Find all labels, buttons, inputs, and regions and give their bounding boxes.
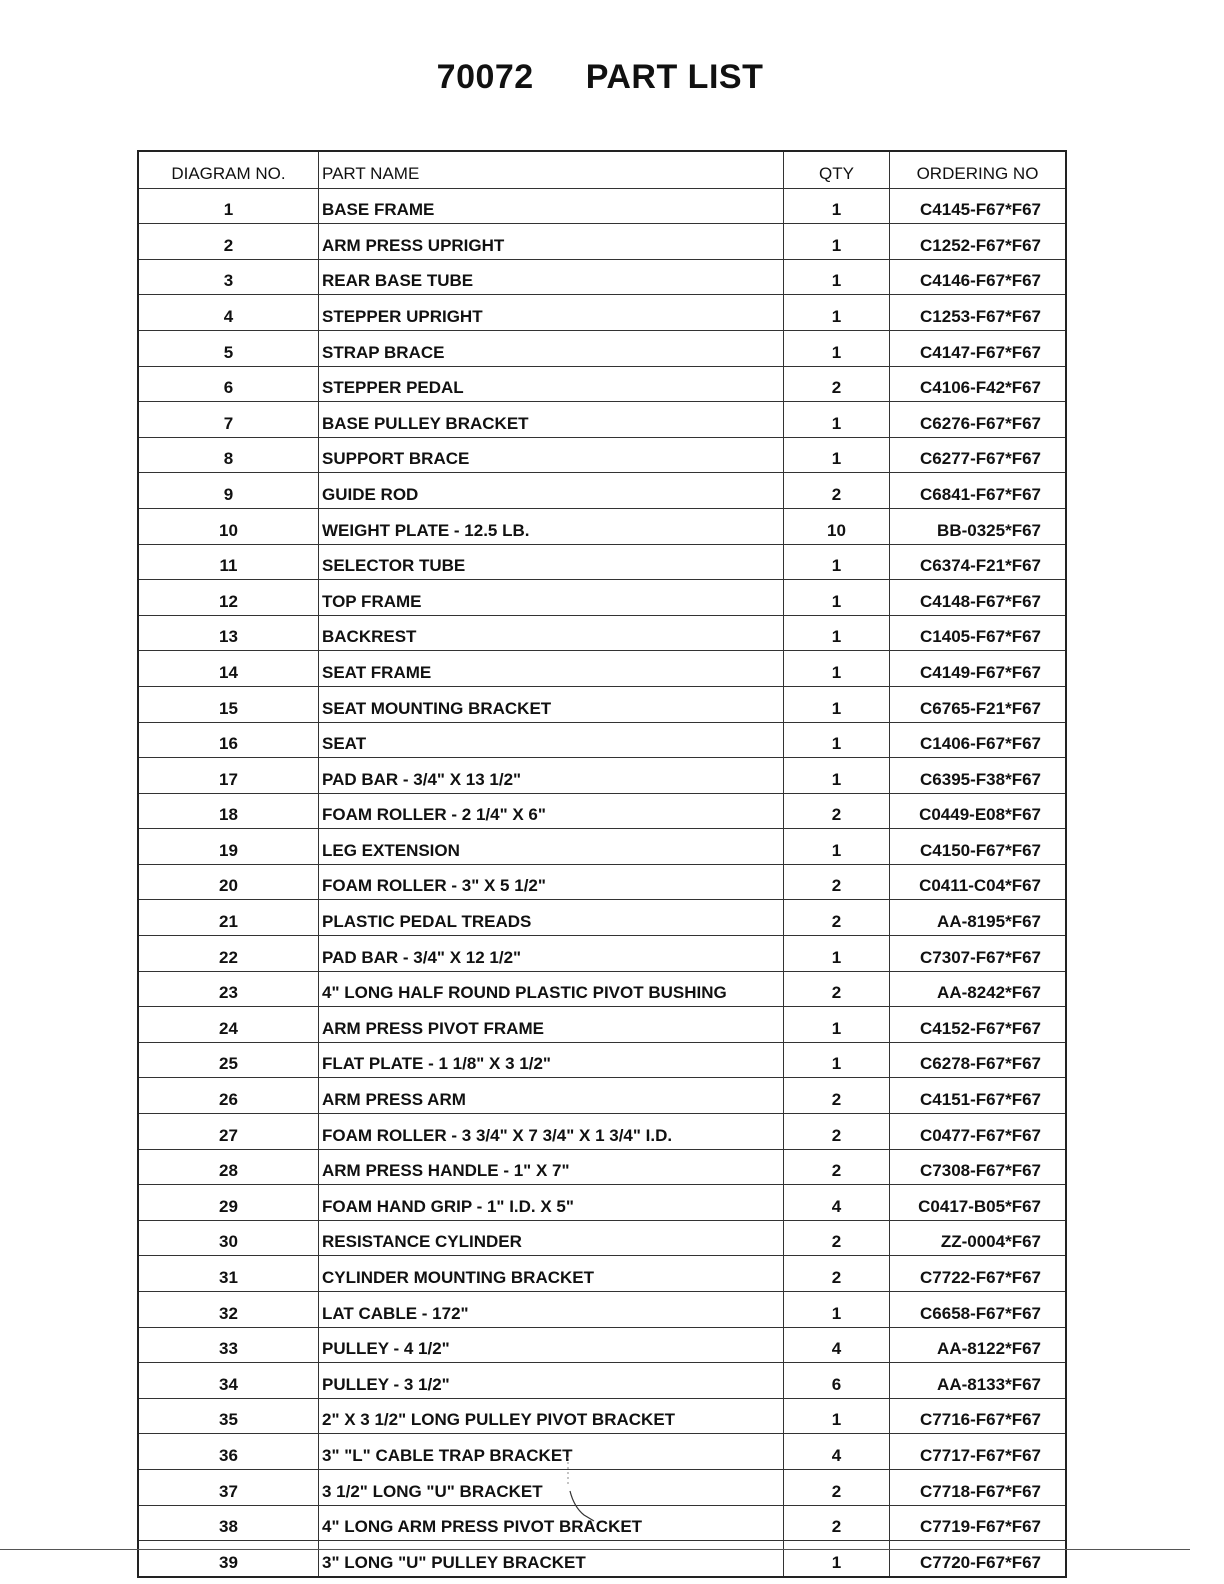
diagram-no-cell: 1 (138, 188, 319, 224)
table-row (138, 1363, 1066, 1399)
part-name-cell: FOAM ROLLER - 2 1/4" X 6" (319, 793, 784, 829)
table-row (138, 1114, 1066, 1150)
ordering-no-cell: C4152-F67*F67 (890, 1007, 1067, 1043)
ordering-no-cell: C4146-F67*F67 (890, 259, 1067, 295)
part-name-cell: SEAT MOUNTING BRACKET (319, 686, 784, 722)
part-name-cell: GUIDE ROD (319, 473, 784, 509)
table-row (138, 864, 1066, 900)
diagram-no-cell: 28 (138, 1149, 319, 1185)
qty-cell: 1 (784, 544, 890, 580)
diagram-no-cell: 30 (138, 1220, 319, 1256)
ordering-no-cell: C6374-F21*F67 (890, 544, 1067, 580)
table-row (138, 936, 1066, 972)
part-name-cell: FOAM ROLLER - 3 3/4" X 7 3/4" X 1 3/4" I.D. (319, 1114, 784, 1150)
title-text: PART LIST (585, 58, 764, 96)
diagram-no-cell: 13 (138, 615, 319, 651)
part-name-cell: ARM PRESS UPRIGHT (319, 224, 784, 260)
ordering-no-cell: BB-0325*F67 (890, 508, 1067, 544)
table-row (138, 402, 1066, 438)
ordering-no-cell: AA-8133*F67 (890, 1363, 1067, 1399)
table-row (138, 1007, 1066, 1043)
qty-cell: 2 (784, 1078, 890, 1114)
diagram-no-cell: 7 (138, 402, 319, 438)
table-row (138, 544, 1066, 580)
ordering-no-cell: C6277-F67*F67 (890, 437, 1067, 473)
part-name-cell: ARM PRESS PIVOT FRAME (319, 1007, 784, 1043)
table-row (138, 1398, 1066, 1434)
qty-cell: 2 (784, 1256, 890, 1292)
ordering-no-cell: C7307-F67*F67 (890, 936, 1067, 972)
part-name-cell: 2" X 3 1/2" LONG PULLEY PIVOT BRACKET (319, 1398, 784, 1434)
page-bottom-rule (0, 1549, 1190, 1550)
diagram-no-cell: 17 (138, 758, 319, 794)
diagram-no-cell: 18 (138, 793, 319, 829)
table-row (138, 829, 1066, 865)
part-name-cell: 3" LONG "U" PULLEY BRACKET (319, 1541, 784, 1577)
qty-cell: 4 (784, 1434, 890, 1470)
ordering-no-cell: C0477-F67*F67 (890, 1114, 1067, 1150)
ordering-no-cell: C6395-F38*F67 (890, 758, 1067, 794)
table-row (138, 295, 1066, 331)
part-name-cell: ARM PRESS HANDLE - 1" X 7" (319, 1149, 784, 1185)
part-name-cell: TOP FRAME (319, 580, 784, 616)
diagram-no-cell: 4 (138, 295, 319, 331)
qty-cell: 1 (784, 580, 890, 616)
part-name-cell: LAT CABLE - 172" (319, 1292, 784, 1328)
ordering-no-cell: C7720-F67*F67 (890, 1541, 1067, 1577)
diagram-no-cell: 5 (138, 330, 319, 366)
qty-cell: 1 (784, 295, 890, 331)
diagram-no-cell: 34 (138, 1363, 319, 1399)
ordering-no-cell: C0411-C04*F67 (890, 864, 1067, 900)
table-header-row (138, 151, 1066, 188)
qty-cell: 2 (784, 864, 890, 900)
table-row (138, 437, 1066, 473)
table-row (138, 1469, 1066, 1505)
part-name-cell: PAD BAR - 3/4" X 12 1/2" (319, 936, 784, 972)
ordering-no-cell: C4145-F67*F67 (890, 188, 1067, 224)
qty-cell: 1 (784, 686, 890, 722)
table-row (138, 1185, 1066, 1221)
diagram-no-cell: 21 (138, 900, 319, 936)
header-part-name: PART NAME (319, 151, 784, 188)
part-name-cell: BASE PULLEY BRACKET (319, 402, 784, 438)
header-ordering-no: ORDERING NO (890, 151, 1067, 188)
diagram-no-cell: 33 (138, 1327, 319, 1363)
part-name-cell: PULLEY - 4 1/2" (319, 1327, 784, 1363)
ordering-no-cell: C1405-F67*F67 (890, 615, 1067, 651)
part-name-cell: STEPPER PEDAL (319, 366, 784, 402)
diagram-no-cell: 37 (138, 1469, 319, 1505)
parts-table (137, 150, 1067, 1578)
ordering-no-cell: C7717-F67*F67 (890, 1434, 1067, 1470)
diagram-no-cell: 3 (138, 259, 319, 295)
part-name-cell: WEIGHT PLATE - 12.5 LB. (319, 508, 784, 544)
part-name-cell: PLASTIC PEDAL TREADS (319, 900, 784, 936)
page-title (0, 58, 1200, 97)
part-name-cell: SEAT (319, 722, 784, 758)
part-name-cell: LEG EXTENSION (319, 829, 784, 865)
qty-cell: 2 (784, 793, 890, 829)
diagram-no-cell: 20 (138, 864, 319, 900)
part-name-cell: 4" LONG ARM PRESS PIVOT BRACKET (319, 1505, 784, 1541)
table-row (138, 188, 1066, 224)
qty-cell: 2 (784, 1220, 890, 1256)
part-name-cell: CYLINDER MOUNTING BRACKET (319, 1256, 784, 1292)
diagram-no-cell: 29 (138, 1185, 319, 1221)
part-name-cell: PULLEY - 3 1/2" (319, 1363, 784, 1399)
table-row (138, 722, 1066, 758)
ordering-no-cell: C4106-F42*F67 (890, 366, 1067, 402)
table-row (138, 758, 1066, 794)
ordering-no-cell: C6278-F67*F67 (890, 1042, 1067, 1078)
diagram-no-cell: 19 (138, 829, 319, 865)
ordering-no-cell: C1406-F67*F67 (890, 722, 1067, 758)
ordering-no-cell: C4150-F67*F67 (890, 829, 1067, 865)
ordering-no-cell: AA-8195*F67 (890, 900, 1067, 936)
qty-cell: 1 (784, 615, 890, 651)
table-row (138, 1149, 1066, 1185)
part-name-cell: FOAM ROLLER - 3" X 5 1/2" (319, 864, 784, 900)
diagram-no-cell: 32 (138, 1292, 319, 1328)
ordering-no-cell: C6841-F67*F67 (890, 473, 1067, 509)
part-name-cell: ARM PRESS ARM (319, 1078, 784, 1114)
ordering-no-cell: C4151-F67*F67 (890, 1078, 1067, 1114)
diagram-no-cell: 27 (138, 1114, 319, 1150)
table-row (138, 615, 1066, 651)
diagram-no-cell: 26 (138, 1078, 319, 1114)
ordering-no-cell: C6276-F67*F67 (890, 402, 1067, 438)
table-row (138, 473, 1066, 509)
table-row (138, 1541, 1066, 1577)
diagram-no-cell: 31 (138, 1256, 319, 1292)
table-row (138, 1256, 1066, 1292)
part-name-cell: SEAT FRAME (319, 651, 784, 687)
qty-cell: 2 (784, 1505, 890, 1541)
qty-cell: 1 (784, 437, 890, 473)
diagram-no-cell: 15 (138, 686, 319, 722)
part-name-cell: 4" LONG HALF ROUND PLASTIC PIVOT BUSHING (319, 971, 784, 1007)
part-name-cell: SUPPORT BRACE (319, 437, 784, 473)
diagram-no-cell: 24 (138, 1007, 319, 1043)
qty-cell: 1 (784, 1042, 890, 1078)
diagram-no-cell: 10 (138, 508, 319, 544)
part-name-cell: 3 1/2" LONG "U" BRACKET (319, 1469, 784, 1505)
qty-cell: 2 (784, 1149, 890, 1185)
diagram-no-cell: 22 (138, 936, 319, 972)
qty-cell: 1 (784, 1398, 890, 1434)
table-row (138, 1327, 1066, 1363)
diagram-no-cell: 2 (138, 224, 319, 260)
ordering-no-cell: C1253-F67*F67 (890, 295, 1067, 331)
table-row (138, 224, 1066, 260)
table-row (138, 366, 1066, 402)
qty-cell: 1 (784, 829, 890, 865)
part-name-cell: SELECTOR TUBE (319, 544, 784, 580)
part-name-cell: FLAT PLATE - 1 1/8" X 3 1/2" (319, 1042, 784, 1078)
ordering-no-cell: C7722-F67*F67 (890, 1256, 1067, 1292)
table-row (138, 580, 1066, 616)
diagram-no-cell: 8 (138, 437, 319, 473)
table-row (138, 330, 1066, 366)
qty-cell: 1 (784, 651, 890, 687)
ordering-no-cell: C0449-E08*F67 (890, 793, 1067, 829)
qty-cell: 4 (784, 1185, 890, 1221)
qty-cell: 2 (784, 473, 890, 509)
qty-cell: 1 (784, 758, 890, 794)
qty-cell: 1 (784, 330, 890, 366)
table-row (138, 1078, 1066, 1114)
qty-cell: 10 (784, 508, 890, 544)
header-diagram-no: DIAGRAM NO. (138, 151, 319, 188)
table-row (138, 1505, 1066, 1541)
table-row (138, 1292, 1066, 1328)
ordering-no-cell: C4147-F67*F67 (890, 330, 1067, 366)
diagram-no-cell: 23 (138, 971, 319, 1007)
qty-cell: 6 (784, 1363, 890, 1399)
qty-cell: 1 (784, 1292, 890, 1328)
ordering-no-cell: C7716-F67*F67 (890, 1398, 1067, 1434)
ordering-no-cell: C6765-F21*F67 (890, 686, 1067, 722)
part-name-cell: RESISTANCE CYLINDER (319, 1220, 784, 1256)
ordering-no-cell: C6658-F67*F67 (890, 1292, 1067, 1328)
part-name-cell: PAD BAR - 3/4" X 13 1/2" (319, 758, 784, 794)
qty-cell: 1 (784, 188, 890, 224)
qty-cell: 2 (784, 971, 890, 1007)
part-name-cell: BACKREST (319, 615, 784, 651)
part-name-cell: REAR BASE TUBE (319, 259, 784, 295)
qty-cell: 1 (784, 1007, 890, 1043)
part-name-cell: STEPPER UPRIGHT (319, 295, 784, 331)
qty-cell: 1 (784, 1541, 890, 1577)
part-name-cell: STRAP BRACE (319, 330, 784, 366)
diagram-no-cell: 25 (138, 1042, 319, 1078)
part-name-cell: FOAM HAND GRIP - 1" I.D. X 5" (319, 1185, 784, 1221)
table-row (138, 686, 1066, 722)
qty-cell: 1 (784, 722, 890, 758)
diagram-no-cell: 38 (138, 1505, 319, 1541)
qty-cell: 1 (784, 936, 890, 972)
diagram-no-cell: 12 (138, 580, 319, 616)
diagram-no-cell: 36 (138, 1434, 319, 1470)
table-row (138, 900, 1066, 936)
diagram-no-cell: 14 (138, 651, 319, 687)
scan-mark (560, 1455, 600, 1525)
table-row (138, 1434, 1066, 1470)
table-row (138, 971, 1066, 1007)
diagram-no-cell: 16 (138, 722, 319, 758)
table-row (138, 651, 1066, 687)
ordering-no-cell: C4148-F67*F67 (890, 580, 1067, 616)
qty-cell: 4 (784, 1327, 890, 1363)
ordering-no-cell: C7308-F67*F67 (890, 1149, 1067, 1185)
diagram-no-cell: 35 (138, 1398, 319, 1434)
ordering-no-cell: C7718-F67*F67 (890, 1469, 1067, 1505)
diagram-no-cell: 11 (138, 544, 319, 580)
model-number: 70072 (436, 58, 534, 96)
qty-cell: 2 (784, 1469, 890, 1505)
qty-cell: 2 (784, 1114, 890, 1150)
table-row (138, 508, 1066, 544)
header-qty: QTY (784, 151, 890, 188)
qty-cell: 2 (784, 900, 890, 936)
table-row (138, 793, 1066, 829)
diagram-no-cell: 9 (138, 473, 319, 509)
diagram-no-cell: 39 (138, 1541, 319, 1577)
ordering-no-cell: C1252-F67*F67 (890, 224, 1067, 260)
ordering-no-cell: C7719-F67*F67 (890, 1505, 1067, 1541)
qty-cell: 1 (784, 259, 890, 295)
ordering-no-cell: C4149-F67*F67 (890, 651, 1067, 687)
table-row (138, 1042, 1066, 1078)
ordering-no-cell: AA-8122*F67 (890, 1327, 1067, 1363)
table-row (138, 259, 1066, 295)
parts-table-body (138, 188, 1066, 1577)
diagram-no-cell: 6 (138, 366, 319, 402)
ordering-no-cell: AA-8242*F67 (890, 971, 1067, 1007)
table-row (138, 1220, 1066, 1256)
part-name-cell: 3" "L" CABLE TRAP BRACKET (319, 1434, 784, 1470)
part-name-cell: BASE FRAME (319, 188, 784, 224)
ordering-no-cell: ZZ-0004*F67 (890, 1220, 1067, 1256)
qty-cell: 1 (784, 224, 890, 260)
qty-cell: 2 (784, 366, 890, 402)
ordering-no-cell: C0417-B05*F67 (890, 1185, 1067, 1221)
qty-cell: 1 (784, 402, 890, 438)
